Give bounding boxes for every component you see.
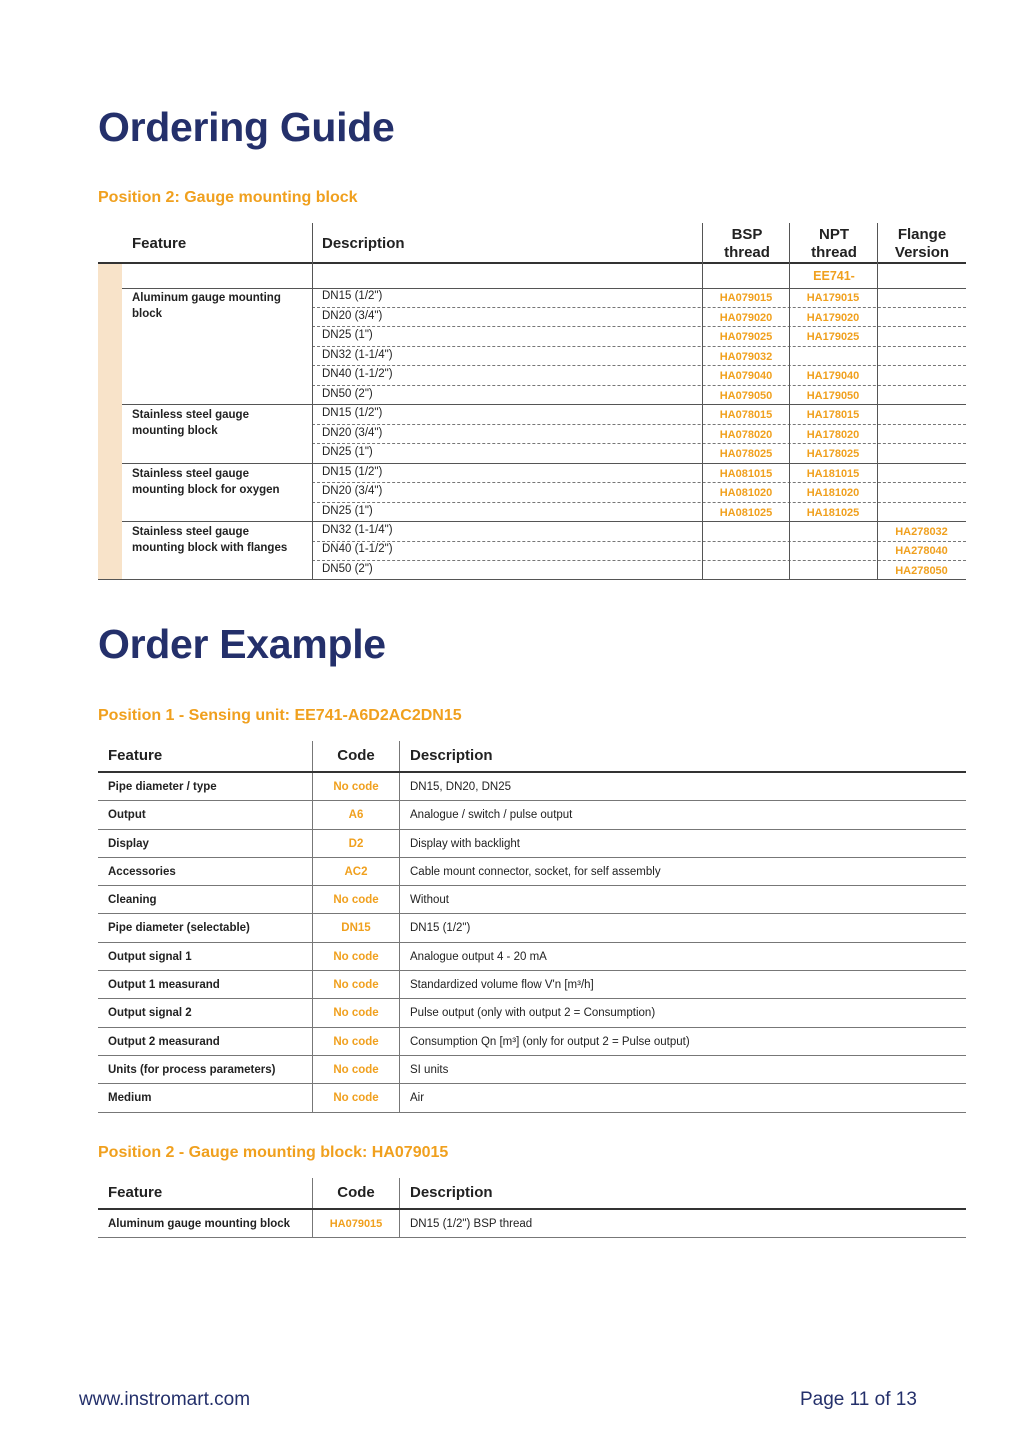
header-bsp: BSP thread (724, 226, 770, 261)
description-cell: Without (410, 894, 449, 907)
row-description: DN40 (1-1/2") (322, 543, 393, 555)
table-row (98, 971, 966, 999)
row-divider (312, 541, 966, 542)
row-description: DN20 (3/4") (322, 310, 383, 322)
flange-code: HA278032 (895, 526, 948, 538)
feature-cell: Units (for process parameters) (108, 1063, 276, 1076)
row-divider (312, 326, 966, 327)
header-description: Description (410, 1184, 493, 1201)
npt-code: HA179015 (806, 292, 860, 304)
flange-code: HA278050 (895, 565, 948, 577)
row-description: DN15 (1/2") (322, 466, 383, 478)
description-cell: Display with backlight (410, 837, 520, 850)
table-row (98, 858, 966, 886)
table-side-band (98, 263, 122, 580)
description-cell: Consumption Qn [m³] (only for output 2 = Pulse output) (410, 1035, 690, 1048)
position-2-example-subtitle: Position 2 - Gauge mounting block: HA079015 (98, 1144, 449, 1161)
row-divider (312, 443, 966, 444)
header-description: Description (322, 235, 405, 252)
description-cell: Cable mount connector, socket, for self assembly (410, 865, 661, 878)
description-cell: SI units (410, 1063, 449, 1076)
row-divider (312, 346, 966, 347)
table-row (98, 943, 966, 971)
bsp-code: HA079020 (719, 312, 773, 324)
position-1-subtitle: Position 1 - Sensing unit: EE741-A6D2AC2DN15 (98, 707, 462, 724)
feature-cell: Output (108, 809, 146, 822)
feature-stainless-flanges: Stainless steel gauge mounting block with flanges (132, 526, 288, 554)
order-example-title: Order Example (98, 621, 386, 667)
description-cell: Standardized volume flow V'n [m³/h] (410, 979, 594, 992)
footer-website-link[interactable]: www.instromart.com (79, 1389, 251, 1410)
row-description: DN25 (1") (322, 329, 373, 341)
row-divider (312, 307, 966, 308)
bsp-code: HA078025 (719, 448, 773, 460)
bsp-code: HA079015 (719, 292, 773, 304)
code-cell: AC2 (344, 865, 368, 878)
group-rule (122, 521, 966, 522)
row-description: DN20 (3/4") (322, 485, 383, 497)
table-row (98, 1056, 966, 1084)
row-divider (312, 385, 966, 386)
footer-page-number: Page 11 of 13 (800, 1389, 917, 1410)
npt-code: HA179050 (806, 390, 860, 402)
description-cell: Analogue output 4 - 20 mA (410, 950, 547, 963)
npt-code: HA181025 (806, 507, 860, 519)
bsp-code: HA081015 (719, 468, 773, 480)
bsp-code: HA079050 (719, 390, 773, 402)
bsp-code: HA078015 (719, 409, 773, 421)
header-npt: NPT thread (811, 226, 857, 261)
feature-cell: Output 1 measurand (108, 979, 220, 992)
header-feature: Feature (132, 235, 187, 252)
code-cell: No code (333, 1092, 379, 1105)
npt-code: HA181015 (806, 468, 860, 480)
gauge-mounting-block-table (98, 223, 966, 580)
header-code: Code (337, 747, 375, 764)
group-rule (122, 404, 966, 405)
npt-code: HA178025 (806, 448, 860, 460)
feature-cell: Pipe diameter / type (108, 781, 217, 793)
table-bottom-rule (98, 579, 966, 580)
feature-cell: Output 2 measurand (108, 1035, 220, 1048)
code-cell: No code (333, 1063, 379, 1076)
row-divider (312, 424, 966, 425)
prefix-rule (122, 288, 966, 289)
prefix-code: EE741- (813, 269, 855, 283)
header-code: Code (337, 1184, 375, 1201)
row-divider (312, 365, 966, 366)
table-header (98, 741, 966, 773)
feature-cell: Output signal 1 (108, 950, 192, 963)
feature-stainless: Stainless steel gauge mounting block (132, 409, 249, 437)
table-header (98, 1178, 966, 1210)
code-cell: No code (333, 950, 379, 963)
table-row (98, 801, 966, 829)
row-description: DN15 (1/2") (322, 290, 383, 302)
row-description: DN50 (2") (322, 563, 373, 575)
description-cell: Pulse output (only with output 2 = Consumption) (410, 1007, 656, 1020)
ordering-guide-title: Ordering Guide (98, 104, 395, 150)
table-row (98, 1210, 966, 1238)
position-2-subtitle: Position 2: Gauge mounting block (98, 189, 358, 206)
row-description: DN15 (1/2") (322, 407, 383, 419)
table-row (98, 886, 966, 914)
feature-cell: Medium (108, 1092, 152, 1105)
table-row (98, 1084, 966, 1112)
npt-code: HA179025 (806, 331, 860, 343)
description-cell: Analogue / switch / pulse output (410, 809, 573, 822)
code-cell: No code (333, 894, 379, 907)
code-cell: No code (333, 1007, 379, 1020)
description-cell: DN15 (1/2") (410, 922, 471, 935)
npt-code: HA181020 (806, 487, 860, 499)
table-row (98, 1028, 966, 1056)
row-divider (312, 502, 966, 503)
row-description: DN25 (1") (322, 505, 373, 517)
flange-code: HA278040 (895, 545, 948, 557)
code-cell: No code (333, 781, 379, 793)
code-cell: No code (333, 979, 379, 992)
npt-code: HA178015 (806, 409, 860, 421)
feature-cell: Pipe diameter (selectable) (108, 922, 250, 935)
table-row (98, 999, 966, 1027)
feature-cell: Display (108, 837, 149, 850)
row-description: DN40 (1-1/2") (322, 368, 393, 380)
code-cell: D2 (348, 837, 364, 850)
description-cell: Air (410, 1092, 425, 1105)
row-divider (312, 560, 966, 561)
bsp-code: HA078020 (719, 429, 773, 441)
description-cell: DN15, DN20, DN25 (410, 781, 511, 793)
header-flange: Flange Version (894, 226, 950, 261)
feature-cell: Output signal 2 (108, 1007, 192, 1020)
npt-code: HA178020 (806, 429, 860, 441)
group-rule (122, 463, 966, 464)
feature-cell: Accessories (108, 865, 176, 878)
feature-cell: Aluminum gauge mounting block (108, 1218, 291, 1230)
row-description: DN32 (1-1/4") (322, 524, 393, 536)
position-1-table (98, 741, 966, 1113)
bsp-code: HA081020 (719, 487, 773, 499)
bsp-code: HA079032 (719, 351, 773, 363)
table-row (98, 773, 966, 801)
description-cell: DN15 (1/2") BSP thread (410, 1218, 533, 1230)
row-description: DN32 (1-1/4") (322, 349, 393, 361)
bsp-code: HA081025 (719, 507, 773, 519)
header-feature: Feature (108, 1184, 163, 1201)
code-cell: DN15 (341, 922, 371, 935)
feature-cell: Cleaning (108, 894, 157, 907)
column-divider (312, 223, 313, 580)
code-cell: HA079015 (329, 1218, 383, 1230)
row-divider (312, 482, 966, 483)
bsp-code: HA079025 (719, 331, 773, 343)
feature-aluminum: Aluminum gauge mounting block (132, 292, 281, 320)
npt-code: HA179020 (806, 312, 860, 324)
code-cell: A6 (348, 809, 364, 822)
code-cell: No code (333, 1035, 379, 1048)
bsp-code: HA079040 (719, 370, 773, 382)
header-rule (98, 262, 966, 264)
position-2-table (98, 1178, 966, 1238)
npt-code: HA179040 (806, 370, 860, 382)
header-description: Description (410, 747, 493, 764)
table-row (98, 830, 966, 858)
row-description: DN50 (2") (322, 388, 373, 400)
row-description: DN25 (1") (322, 446, 373, 458)
header-feature: Feature (108, 747, 163, 764)
feature-stainless-oxygen: Stainless steel gauge mounting block for oxygen (132, 468, 280, 496)
table-row (98, 914, 966, 942)
row-description: DN20 (3/4") (322, 427, 383, 439)
